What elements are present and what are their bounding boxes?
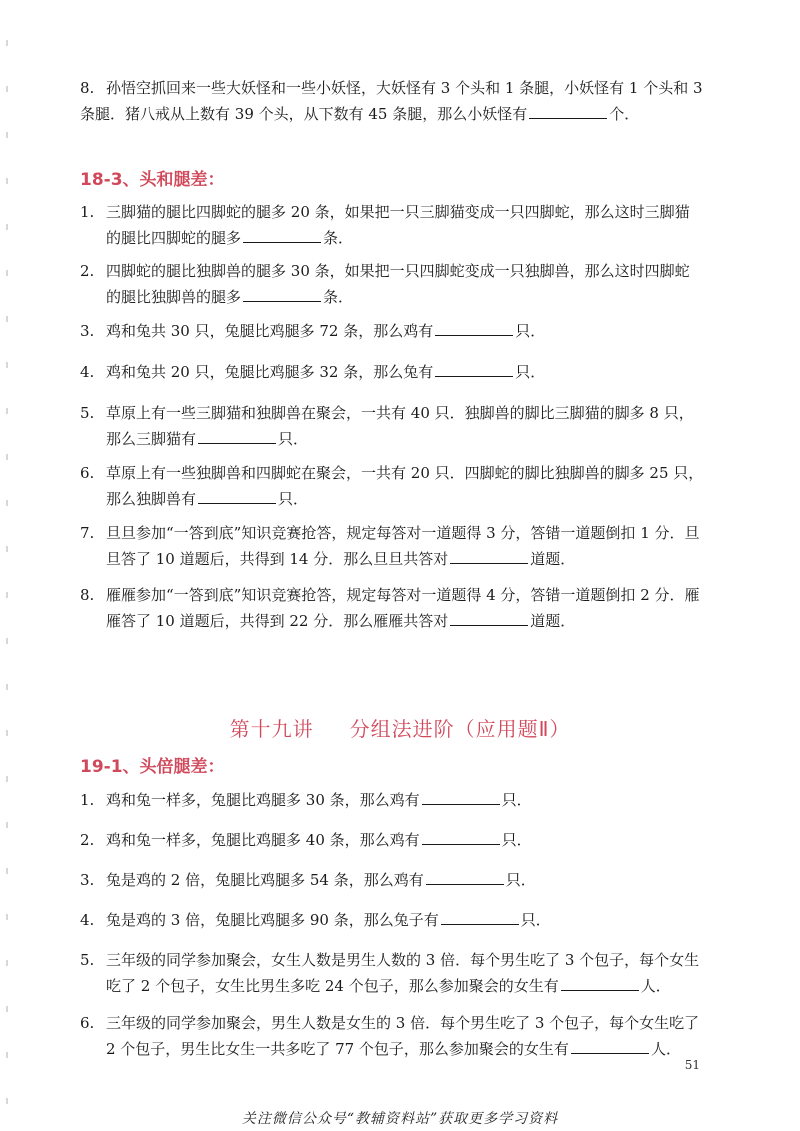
- problem-text: 三年级的同学参加聚会，男生人数是女生的 3 倍．每个男生吃了 3 个包子，每个女生吃了: [106, 1014, 700, 1032]
- problem-number: 5.: [80, 951, 95, 969]
- problem-text: 那么三脚猫有: [106, 430, 197, 448]
- section-title-19-1: 19-1、头倍腿差：: [80, 757, 225, 777]
- answer-blank[interactable]: [561, 976, 639, 991]
- answer-blank[interactable]: [529, 104, 607, 119]
- problem-text: 兔是鸡的 3 倍，兔腿比鸡腿多 90 条，那么兔子有: [106, 911, 439, 929]
- problem-line2: [106, 1036, 710, 1062]
- problem-text: 只．: [505, 871, 536, 889]
- problem-line2: [106, 426, 710, 452]
- answer-blank[interactable]: [243, 228, 321, 243]
- problem-number: 5.: [80, 404, 95, 422]
- problem-18-3-2: [80, 258, 710, 310]
- problem-text: 雁答了 10 道题后，共得到 22 分．那么雁雁共答对: [106, 612, 449, 630]
- problem-text: 旦旦参加“一答到底”知识竞赛抢答，规定每答对一道题得 3 分，答错一道题倒扣 1 分．旦: [106, 524, 700, 542]
- problem-text: 条腿．猪八戒从上数有 39 个头，从下数有 45 条腿，那么小妖怪有: [80, 105, 528, 123]
- problem-text: 人．: [650, 1040, 681, 1058]
- problem-line2: [106, 225, 710, 251]
- problem-text: 兔是鸡的 2 倍，兔腿比鸡腿多 54 条，那么鸡有: [106, 871, 424, 889]
- problem-line2: [106, 284, 710, 310]
- problem-18-3-1: [80, 199, 710, 251]
- problem-text: 只．: [501, 791, 532, 809]
- problem-18-3-3: [80, 318, 710, 344]
- problem-number: 4.: [80, 363, 95, 381]
- answer-blank[interactable]: [450, 611, 528, 626]
- problem-line2: [106, 608, 710, 634]
- problem-18-3-8: [80, 582, 710, 634]
- problem-number: 3.: [80, 322, 95, 340]
- problem-number: 2.: [80, 262, 95, 280]
- problem-18-3-7: [80, 520, 710, 572]
- problem-text: 道题．: [530, 550, 576, 568]
- problem-text: 三年级的同学参加聚会，女生人数是男生人数的 3 倍．每个男生吃了 3 个包子，每个女生: [106, 951, 700, 969]
- problem-text: 旦答了 10 道题后，共得到 14 分．那么旦旦共答对: [106, 550, 449, 568]
- answer-blank[interactable]: [198, 489, 276, 504]
- problem-number: 1.: [80, 791, 95, 809]
- problem-text: 草原上有一些独脚兽和四脚蛇在聚会，一共有 20 只．四脚蛇的脚比独脚兽的脚多 25 只，: [106, 464, 704, 482]
- answer-blank[interactable]: [435, 362, 513, 377]
- problem-number: 8.: [80, 586, 95, 604]
- problem-text: 人．: [640, 977, 671, 995]
- problem-text: 雁雁参加“一答到底”知识竞赛抢答，规定每答对一道题得 4 分，答错一道题倒扣 2 分．雁: [106, 586, 700, 604]
- problem-19-1-5: [80, 947, 710, 999]
- problem-text: 只．: [515, 322, 546, 340]
- problem-18-3-5: [80, 400, 710, 452]
- problem-text: 只．: [520, 911, 551, 929]
- problem-text: 只．: [278, 430, 309, 448]
- problem-text: 草原上有一些三脚猫和独脚兽在聚会，一共有 40 只．独脚兽的脚比三脚猫的脚多 8 只，: [106, 404, 694, 422]
- binding-margin: [6, 0, 8, 1131]
- problem-line2: [106, 486, 710, 512]
- problem-number: 4.: [80, 911, 95, 929]
- problem-19-1-1: [80, 787, 710, 813]
- problem-number: 8.: [80, 79, 95, 97]
- problem-text: 四脚蛇的腿比独脚兽的腿多 30 条，如果把一只四脚蛇变成一只独脚兽，那么这时四脚蛇: [106, 262, 690, 280]
- problem-number: 2.: [80, 831, 95, 849]
- problem-text: 吃了 2 个包子，女生比男生多吃 24 个包子，那么参加聚会的女生有: [106, 977, 559, 995]
- problem-text: 条．: [323, 288, 354, 306]
- problem-text: 那么独脚兽有: [106, 490, 197, 508]
- problem-19-1-3: [80, 867, 710, 893]
- problem-text: 鸡和兔一样多，兔腿比鸡腿多 30 条，那么鸡有: [106, 791, 420, 809]
- lecture-name: 分组法进阶（应用题Ⅱ）: [349, 717, 571, 741]
- problem-19-1-2: [80, 827, 710, 853]
- page-number: 51: [684, 1058, 700, 1072]
- problem-top-8: [80, 75, 710, 127]
- problem-19-1-6: [80, 1010, 710, 1062]
- answer-blank[interactable]: [422, 790, 500, 805]
- problem-line2: [106, 973, 710, 999]
- problem-text: 道题．: [530, 612, 576, 630]
- problem-text: 鸡和兔一样多，兔腿比鸡腿多 40 条，那么鸡有: [106, 831, 420, 849]
- problem-text: 只．: [515, 363, 546, 381]
- problem-text: 只．: [278, 490, 309, 508]
- problem-number: 3.: [80, 871, 95, 889]
- lecture-label: 第十九讲: [229, 717, 314, 741]
- problem-line2: [80, 101, 710, 127]
- problem-text: 的腿比独脚兽的腿多: [106, 288, 242, 306]
- problem-text: 2 个包子，男生比女生一共多吃了 77 个包子，那么参加聚会的女生有: [106, 1040, 569, 1058]
- problem-number: 6.: [80, 1014, 95, 1032]
- problem-line2: [106, 546, 710, 572]
- answer-blank[interactable]: [571, 1039, 649, 1054]
- answer-blank[interactable]: [198, 429, 276, 444]
- problem-number: 7.: [80, 524, 95, 542]
- footer-note: 关注微信公众号“教辅资料站”获取更多学习资料: [241, 1111, 559, 1127]
- answer-blank[interactable]: [243, 287, 321, 302]
- problem-18-3-6: [80, 460, 710, 512]
- problem-18-3-4: [80, 359, 710, 385]
- lecture-title: [0, 713, 800, 742]
- answer-blank[interactable]: [441, 910, 519, 925]
- answer-blank[interactable]: [426, 870, 504, 885]
- problem-text: 条．: [323, 229, 354, 247]
- problem-text: 的腿比四脚蛇的腿多: [106, 229, 242, 247]
- section-title-18-3: 18-3、头和腿差：: [80, 170, 225, 190]
- answer-blank[interactable]: [422, 830, 500, 845]
- answer-blank[interactable]: [435, 321, 513, 336]
- problem-text: 只．: [501, 831, 532, 849]
- problem-text: 鸡和兔共 30 只，兔腿比鸡腿多 72 条，那么鸡有: [106, 322, 434, 340]
- answer-blank[interactable]: [450, 549, 528, 564]
- problem-number: 1.: [80, 203, 95, 221]
- problem-number: 6.: [80, 464, 95, 482]
- problem-19-1-4: [80, 907, 710, 933]
- problem-text: 个．: [609, 105, 640, 123]
- problem-text: 三脚猫的腿比四脚蛇的腿多 20 条，如果把一只三脚猫变成一只四脚蛇，那么这时三脚猫: [106, 203, 690, 221]
- problem-text: 鸡和兔共 20 只，兔腿比鸡腿多 32 条，那么兔有: [106, 363, 434, 381]
- problem-text: 孙悟空抓回来一些大妖怪和一些小妖怪，大妖怪有 3 个头和 1 条腿，小妖怪有 1 个头和 3: [106, 79, 703, 97]
